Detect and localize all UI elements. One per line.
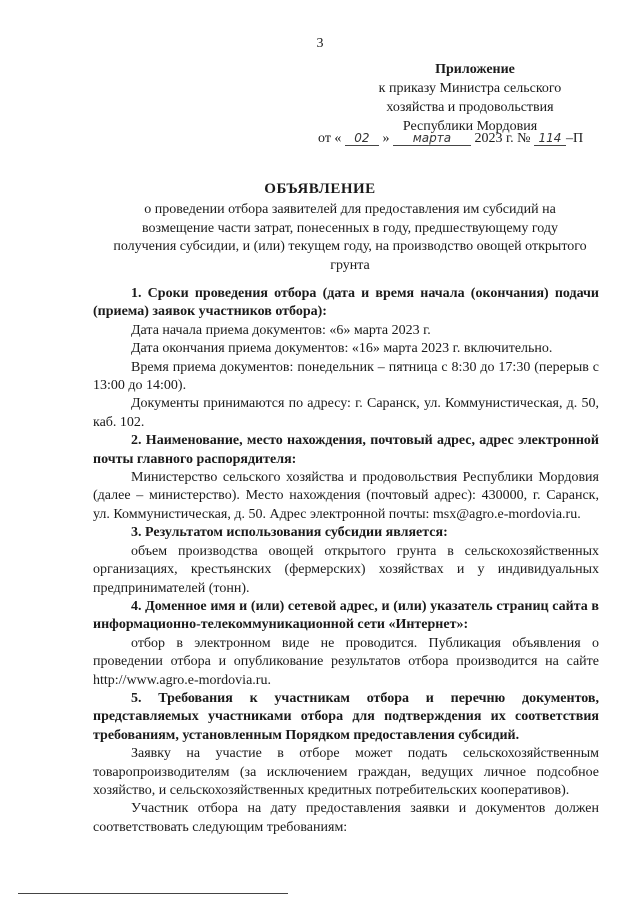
section-5-title: 5. Требования к участникам отбора и перечню документов, представляемых участниками отбора для подтверждения их соответствия требованиям, установленным Порядком предоставления субсидий. (93, 690, 599, 743)
appendix-line-3: Республики Мордовия (402, 119, 538, 134)
order-prefix: от « (318, 131, 342, 146)
section-1-start-date: Дата начала приема документов: «6» марта 2023 г. (131, 322, 431, 338)
section-1-end-date: Дата окончания приема документов: «16» марта 2023 г. включительно. (131, 341, 553, 357)
order-year: 2023 г. № (474, 131, 531, 146)
section-4-body: отбор в электронном виде не проводится. Публикация объявления о проведении отбора и опубликование результатов отбора производится на сайте http://www.agro.e-mordovia.ru. (93, 635, 599, 688)
document-heading: ОБЪЯВЛЕНИЕ (264, 181, 376, 197)
appendix-line-1: к приказу Министра сельского (378, 81, 562, 96)
appendix-block (300, 60, 600, 136)
section-3-body: объем производства овощей открытого грунта в сельскохозяйственных организациях, крестьянских (фермерских) хозяйствах и у индивидуальных предпринимателей (тонн). (93, 543, 599, 596)
section-1-hours: Время приема документов: понедельник – пятница с 8:30 до 17:30 (перерыв с 13:00 до 14:00). (93, 359, 599, 394)
section-1-title: 1. Сроки проведения отбора (дата и время начала (окончания) подачи (приема) заявок участников отбора): (93, 286, 599, 320)
section-3-title: 3. Результатом использования субсидии является: (131, 525, 448, 541)
order-month: марта (393, 131, 471, 146)
appendix-line-2: хозяйства и продовольствия (386, 100, 554, 115)
section-4-title: 4. Доменное имя и (или) сетевой адрес, и (или) указатель страниц сайта в информационно-телекоммуникационной сети «Интернет»: (93, 598, 599, 633)
footer-rule (18, 893, 288, 894)
section-2-title: 2. Наименование, место нахождения, почтовый адрес, адрес электронной почты главного распорядителя: (93, 433, 599, 467)
order-suffix: –П (565, 131, 584, 146)
order-number: 114 (534, 131, 566, 146)
document-body (93, 285, 599, 837)
order-day: 02 (345, 131, 379, 146)
order-reference (318, 131, 583, 147)
appendix-title: Приложение (435, 62, 515, 77)
section-5-body-1: Заявку на участие в отборе может подать сельскохозяйственным товаропроизводителям (за исключением граждан, ведущих личное подсобное хозяйство, и сельскохозяйственных кредитных потребительских кооперативов). (93, 746, 599, 798)
document-subheading: о проведении отбора заявителей для предоставления им субсидий на возмещение части затрат, понесенных в году, предшествующему году получения субсидии, и (или) текущем году, на производство овощей открытого грунта (113, 202, 587, 273)
page-number: 3 (316, 36, 324, 51)
section-5-body-2: Участник отбора на дату предоставления заявки и документов должен соответствовать следующим требованиям: (93, 801, 599, 835)
section-2-body: Министерство сельского хозяйства и продовольствия Республики Мордовия (далее – министерство). Место нахождения (почтовый адрес): 430000, г. Саранск, ул. Коммунистическая, д. 50. Адрес электронной почты: msx@agro.e-mordovia.ru. (93, 470, 599, 522)
section-1-address: Документы принимаются по адресу: г. Саранск, ул. Коммунистическая, д. 50, каб. 102. (93, 396, 599, 430)
order-mid: » (382, 131, 390, 146)
